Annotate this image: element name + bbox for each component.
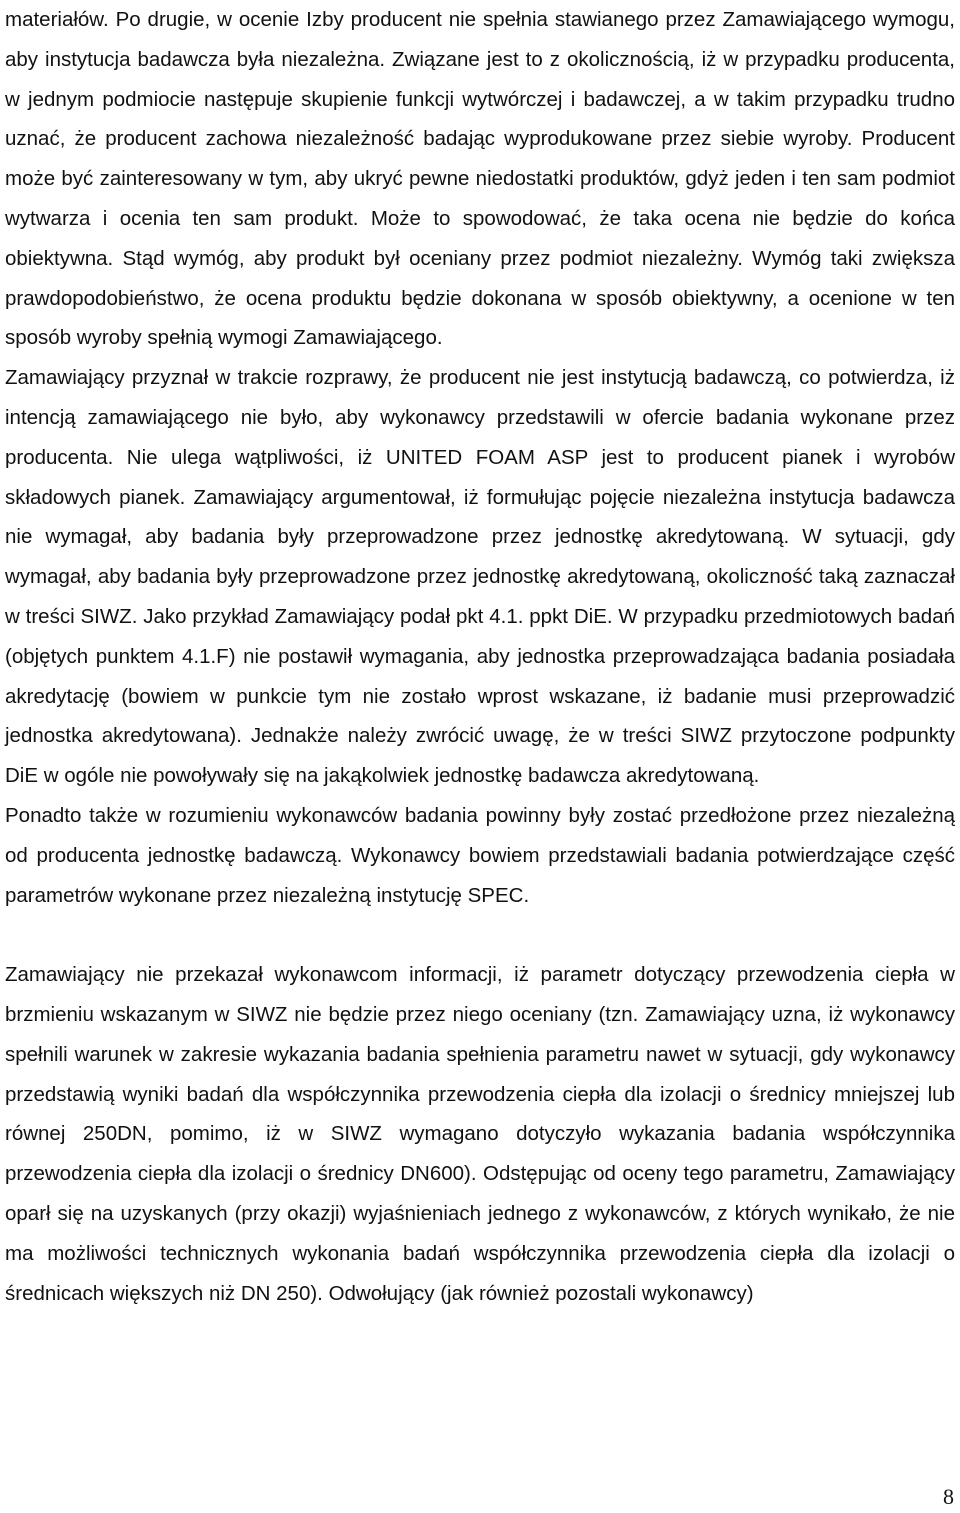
document-page — [5, 0, 955, 1313]
page-number: 8 — [943, 1484, 954, 1509]
paragraph-independence-requirement: materiałów. Po drugie, w ocenie Izby producent nie spełnia stawianego przez Zamawiającego wymogu, aby instytucja badawcza była niezależna. Związane jest to z okolicznością, iż w przypadku producenta, w jednym podmiocie następuje skupienie funkcji wytwórczej i badawczej, a w takim przypadku trudno uznać, że producent zachowa niezależność badając wyprodukowane przez siebie wyroby. Producent może być zainteresowany w tym, aby ukryć pewne niedostatki produktów, gdyż jeden i ten sam podmiot wytwarza i ocenia ten sam produkt. Może to spowodować, że taka ocena nie będzie do końca obiektywna. Stąd wymóg, aby produkt był oceniany przez podmiot niezależny. Wymóg taki zwiększa prawdopodobieństwo, że ocena produktu będzie dokonana w sposób obiektywny, a ocenione w ten sposób wyroby spełnią wymogi Zamawiającego. — [5, 8, 955, 350]
paragraph-contractors-understanding: Ponadto także w rozumieniu wykonawców badania powinny były zostać przedłożone przez niezależną od producenta jednostkę badawczą. Wykonawcy bowiem przedstawiali badania potwierdzające część parametrów wykonane przez niezależną instytucję SPEC. — [5, 803, 955, 907]
paragraph-gap — [5, 915, 955, 955]
paragraph-heat-conductivity: Zamawiający nie przekazał wykonawcom informacji, iż parametr dotyczący przewodzenia ciepła w brzmieniu wskazanym w SIWZ nie będzie przez niego oceniany (tzn. Zamawiający uzna, iż wykonawcy spełnili warunek w zakresie wykazania badania spełnienia parametru nawet w sytuacji, gdy wykonawcy przedstawią wyniki badań dla współczynnika przewodzenia ciepła dla izolacji o średnicy mniejszej lub równej 250DN, pomimo, iż w SIWZ wymagano dotyczyło wykazania badania współczynnika przewodzenia ciepła dla izolacji o średnicy DN600). Odstępując od oceny tego parametru, Zamawiający oparł się na uzyskanych (przy okazji) wyjaśnieniach jednego z wykonawców, z których wynikało, że nie ma możliwości technicznych wykonania badań współczynnika przewodzenia ciepła dla izolacji o średnicach większych niż DN 250). Odwołujący (jak również pozostali wykonawcy) — [5, 963, 955, 1305]
paragraph-hearing-admission: Zamawiający przyznał w trakcie rozprawy, że producent nie jest instytucją badawczą, co potwierdza, iż intencją zamawiającego nie było, aby wykonawcy przedstawili w ofercie badania wykonane przez producenta. Nie ulega wątpliwości, iż UNITED FOAM ASP jest to producent pianek i wyrobów składowych pianek. Zamawiający argumentował, iż formułując pojęcie niezależna instytucja badawcza nie wymagał, aby badania były przeprowadzone przez jednostkę akredytowaną. W sytuacji, gdy wymagał, aby badania były przeprowadzone przez jednostkę akredytowaną, okoliczność taką zaznaczał w treści SIWZ. Jako przykład Zamawiający podał pkt 4.1. ppkt DiE. W przypadku przedmiotowych badań (objętych punktem 4.1.F) nie postawił wymagania, aby jednostka przeprowadzająca badania posiadała akredytację (bowiem w punkcie tym nie zostało wprost wskazane, iż badanie musi przeprowadzić jednostka akredytowana). Jednakże należy zwrócić uwagę, że w treści SIWZ przytoczone podpunkty DiE w ogóle nie powoływały się na jakąkolwiek jednostkę badawcza akredytowaną. — [5, 366, 955, 788]
